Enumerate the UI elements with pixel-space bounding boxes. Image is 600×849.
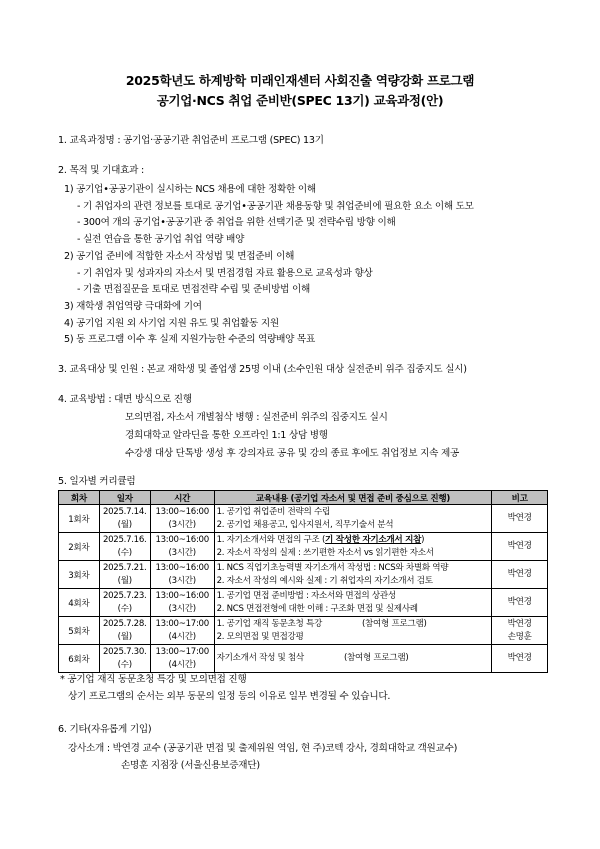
instructor-text: 박연경 — [507, 597, 532, 607]
content-text: 1. 공기업 재직 동문초청 특강 — [216, 618, 322, 629]
day-text: (월) — [117, 519, 132, 530]
header-round: 회차 — [59, 491, 100, 505]
purpose-item-3: 3) 재학생 취업역량 극대화에 기여 — [64, 301, 202, 312]
purpose-item-2: 2) 공기업 준비에 적합한 자소서 작성법 및 면접준비 이해 — [64, 251, 295, 262]
participation-tag: (참여형 프로그램) — [343, 653, 409, 663]
purpose-item-1: 1) 공기업•공공기관이 실시하는 NCS 채용에 대한 정확한 이해 — [64, 184, 316, 195]
target-and-capacity: 3. 교육대상 및 인원 : 본교 재학생 및 졸업생 25명 이내 (소수인원 대상 실전준비 위주 집중지도 실시) — [58, 364, 467, 375]
instructor-intro-1: 강사소개 : 박연경 교수 (공공기관 면접 및 출제위원 역임, 현 주)코텍 강사, 경희대학교 객원교수) — [68, 743, 458, 754]
content-line-2: 2. 모의면접 및 면접강평 — [216, 631, 304, 642]
purpose-item-1c: - 실전 연습을 통한 공기업 취업 역량 배양 — [77, 234, 245, 245]
date-text: 2025.7.23. — [102, 590, 147, 601]
content-cell — [214, 617, 492, 645]
duration-text: (4시간) — [168, 631, 196, 642]
instructor-intro-2: 손명훈 지점장 (서울신용보증재단) — [121, 760, 260, 771]
content-line-1 — [217, 618, 490, 631]
section-curriculum-heading: 5. 일자별 커리큘럼 — [58, 476, 136, 487]
table-row — [59, 589, 548, 617]
section-purpose-heading: 2. 목적 및 기대효과 : — [58, 165, 144, 176]
section-other-heading: 6. 기타(자유롭게 기입) — [58, 724, 152, 735]
instructor-text: 손명훈 — [507, 631, 532, 642]
header-time: 시간 — [150, 491, 214, 505]
date-cell — [99, 533, 150, 561]
content-text: ) — [421, 534, 425, 545]
bring-essay-notice: 기 작성한 자기소개서 지참 — [325, 534, 422, 545]
content-text: 1. 자기소개서와 면접의 구조 ( — [216, 534, 326, 545]
purpose-item-1a: - 기 취업자의 관련 정보를 토대로 공기업•공공기관 채용동향 및 취업준비에 필요한 요소 이해 도모 — [77, 201, 474, 212]
content-text: 자기소개서 작성 및 첨삭 — [216, 653, 304, 663]
day-text: (월) — [117, 575, 132, 586]
method-item-3: 수강생 대상 단톡방 생성 후 강의자료 공유 및 강의 종료 후에도 취업정보 지속 제공 — [125, 448, 459, 459]
header-content: 교육내용 (공기업 자소서 및 면접 준비 중심으로 진행) — [214, 491, 492, 505]
note-cell — [492, 645, 548, 673]
date-cell — [99, 589, 150, 617]
time-text: 13:00~16:00 — [155, 562, 209, 573]
time-cell — [150, 533, 214, 561]
table-row — [59, 505, 548, 533]
time-cell — [150, 617, 214, 645]
date-text: 2025.7.28. — [102, 618, 147, 629]
time-cell — [150, 645, 214, 673]
content-line-2: 2. 자소서 작성의 실제 : 쓰기편한 자소서 vs 읽기편한 자소서 — [216, 547, 434, 558]
time-text: 13:00~17:00 — [155, 646, 209, 657]
curriculum-note-2: 상기 프로그램의 순서는 외부 동문의 일정 등의 이유로 일부 변경될 수 있습니다. — [68, 691, 391, 702]
round-cell: 6회차 — [59, 645, 100, 673]
date-cell — [99, 645, 150, 673]
round-cell: 4회차 — [59, 589, 100, 617]
header-date: 일자 — [99, 491, 150, 505]
purpose-item-5: 5) 동 프로그램 이수 후 실제 지원가능한 수준의 역량배양 목표 — [64, 334, 315, 345]
round-cell: 2회차 — [59, 533, 100, 561]
content-cell — [214, 589, 492, 617]
date-text: 2025.7.30. — [102, 646, 147, 657]
time-cell — [150, 589, 214, 617]
course-name: 1. 교육과정명 : 공기업·공공기관 취업준비 프로그램 (SPEC) 13기 — [58, 135, 324, 146]
header-note: 비고 — [492, 491, 548, 505]
method-item-2: 경희대학교 알라딘을 통한 오프라인 1:1 상담 병행 — [125, 430, 328, 441]
content-cell — [214, 505, 492, 533]
time-text: 13:00~16:00 — [155, 506, 209, 517]
time-cell — [150, 561, 214, 589]
content-line-2: 2. NCS 면접전형에 대한 이해 : 구조화 면접 및 실제사례 — [216, 603, 418, 614]
note-cell — [492, 533, 548, 561]
round-cell: 1회차 — [59, 505, 100, 533]
content-line-2: 2. 자소서 작성의 예시와 실제 : 기 취업자의 자기소개서 검토 — [216, 575, 433, 586]
method-item-1: 모의면접, 자소서 개별첨삭 병행 : 실전준비 위주의 집중지도 실시 — [125, 412, 388, 423]
day-text: (수) — [117, 659, 132, 670]
instructor-text: 박연경 — [507, 618, 532, 629]
note-cell — [492, 617, 548, 645]
note-cell — [492, 561, 548, 589]
table-row — [59, 645, 548, 673]
date-cell — [99, 561, 150, 589]
participation-tag: (참여형 프로그램) — [361, 618, 427, 629]
duration-text: (3시간) — [168, 603, 196, 614]
instructor-text: 박연경 — [507, 541, 532, 551]
date-cell — [99, 617, 150, 645]
content-cell — [214, 645, 492, 673]
instructor-text: 박연경 — [507, 513, 532, 523]
note-cell — [492, 505, 548, 533]
day-text: (수) — [117, 603, 132, 614]
round-cell: 5회차 — [59, 617, 100, 645]
duration-text: (3시간) — [168, 575, 196, 586]
content-line-1: 1. NCS 직업기초능력별 자기소개서 작성법 : NCS와 차별화 역량 — [216, 562, 449, 573]
document-title-line1: 2025학년도 하계방학 미래인재센터 사회진출 역량강화 프로그램 — [125, 73, 475, 88]
round-cell: 3회차 — [59, 561, 100, 589]
content-line-1 — [217, 534, 490, 547]
curriculum-note-1: * 공기업 재직 동문초청 특강 및 모의면접 진행 — [60, 674, 247, 685]
date-text: 2025.7.16. — [102, 534, 147, 545]
purpose-item-1b: - 300여 개의 공기업•공공기관 중 취업을 위한 선택기준 및 전략수립 방향 이해 — [77, 217, 396, 228]
table-row — [59, 617, 548, 645]
table-row — [59, 561, 548, 589]
date-text: 2025.7.14. — [102, 506, 147, 517]
day-text: (수) — [117, 547, 132, 558]
content-cell — [214, 533, 492, 561]
content-line-2: 2. 공기업 채용공고, 입사지원서, 직무기술서 분석 — [216, 519, 394, 530]
date-cell — [99, 505, 150, 533]
content-line-1: 1. 공기업 취업준비 전략의 수립 — [216, 506, 330, 517]
day-text: (월) — [117, 631, 132, 642]
date-text: 2025.7.21. — [102, 562, 147, 573]
instructor-text: 박연경 — [507, 653, 532, 663]
time-text: 13:00~17:00 — [155, 618, 209, 629]
note-cell — [492, 589, 548, 617]
table-header-row — [59, 491, 548, 505]
time-text: 13:00~16:00 — [155, 534, 209, 545]
curriculum-table — [58, 490, 548, 673]
section-method-heading: 4. 교육방법 : 대면 방식으로 진행 — [58, 394, 192, 405]
content-line-1 — [217, 652, 490, 665]
content-cell — [214, 561, 492, 589]
time-text: 13:00~16:00 — [155, 590, 209, 601]
purpose-item-2b: - 기출 면접질문을 토대로 면접전략 수립 및 준비방법 이해 — [77, 284, 311, 295]
duration-text: (3시간) — [168, 547, 196, 558]
content-line-1: 1. 공기업 면접 준비방법 : 자소서와 면접의 상관성 — [216, 590, 396, 601]
time-cell — [150, 505, 214, 533]
document-title-line2: 공기업·NCS 취업 준비반(SPEC 13기) 교육과정(안) — [156, 93, 444, 108]
purpose-item-2a: - 기 취업자 및 성과자의 자소서 및 면접경험 자료 활용으로 교육성과 향상 — [77, 268, 373, 279]
instructor-text: 박연경 — [507, 569, 532, 579]
purpose-item-4: 4) 공기업 지원 외 사기업 지원 유도 및 취업활동 지원 — [64, 318, 279, 329]
duration-text: (3시간) — [168, 519, 196, 530]
table-row — [59, 533, 548, 561]
duration-text: (4시간) — [168, 659, 196, 670]
